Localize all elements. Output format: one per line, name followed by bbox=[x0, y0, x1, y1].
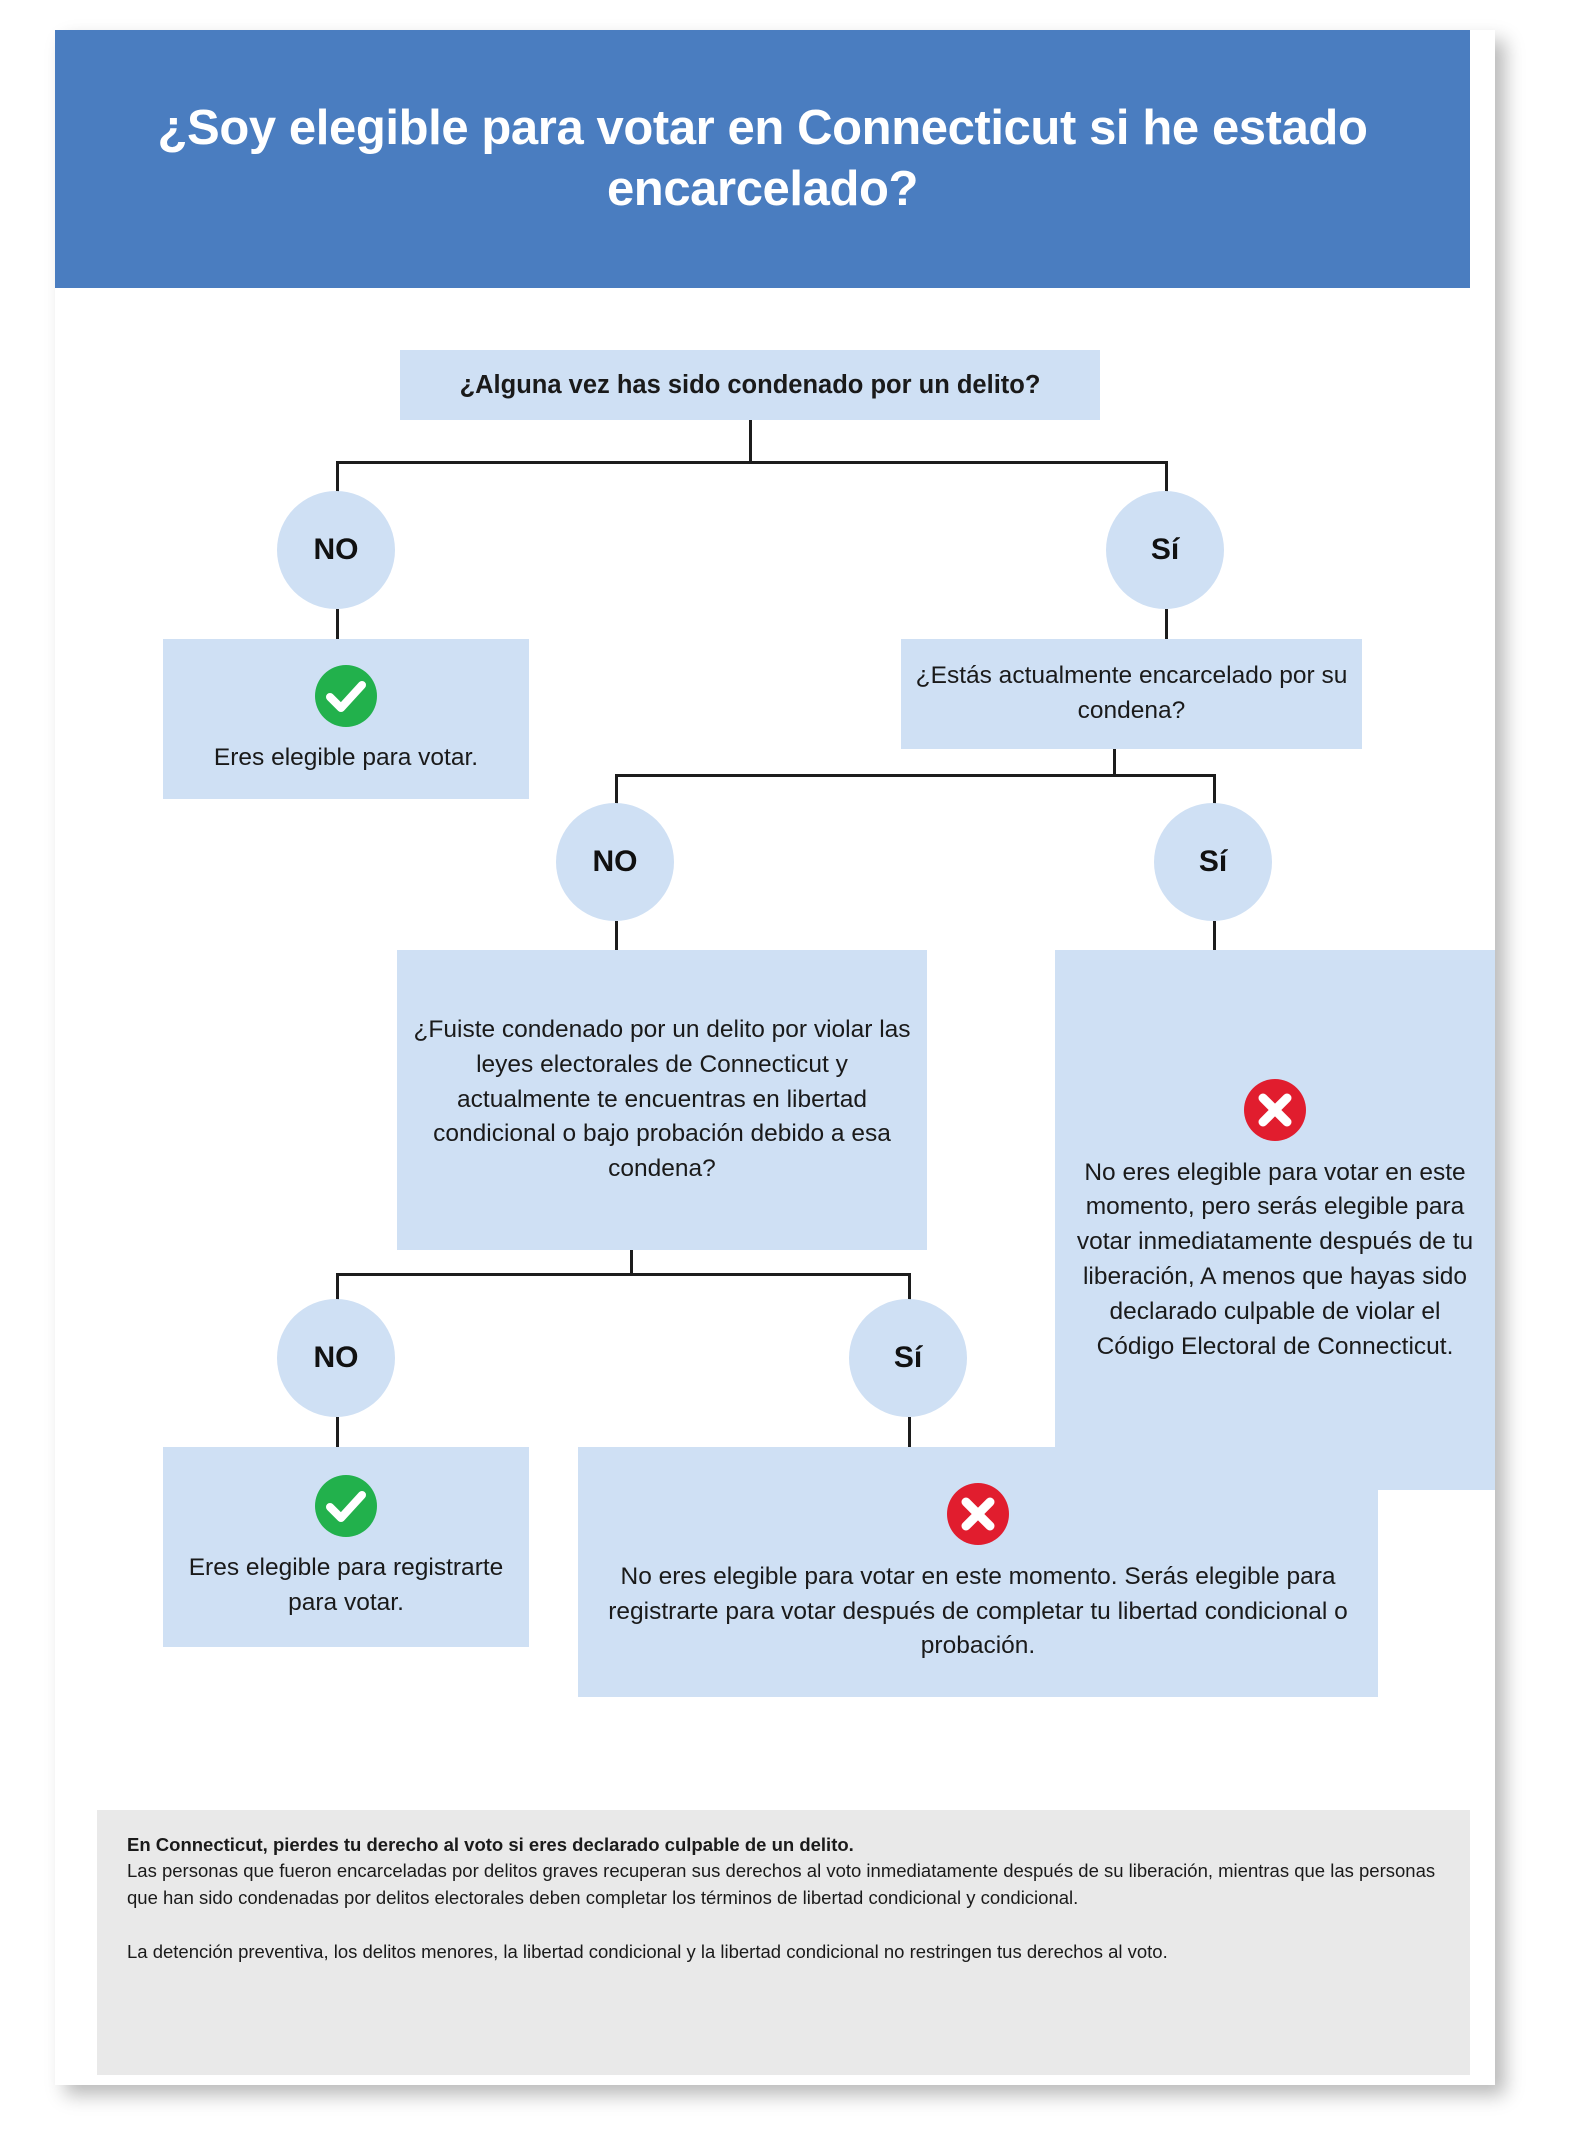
connector-q2-si-down bbox=[1213, 774, 1216, 805]
connector-q3-down bbox=[630, 1250, 633, 1274]
answer-q2-si-label: Sí bbox=[1198, 845, 1228, 878]
result-register-box bbox=[163, 1447, 529, 1647]
connector-si2-to-result bbox=[1213, 921, 1216, 950]
question-1-box bbox=[400, 350, 1100, 420]
footer-note bbox=[97, 1810, 1470, 2075]
result-eligible-box bbox=[163, 639, 529, 799]
question-3-text: ¿Fuiste condenado por un delito por violar las leyes electorales de Connecticut y actualmente te encuentras en libertad condicional o bajo probación debido a esa condena? bbox=[413, 1016, 911, 1183]
question-3-box bbox=[397, 950, 927, 1250]
connector-q1-down bbox=[749, 420, 752, 462]
question-2-box bbox=[901, 639, 1362, 749]
result-incarcerated-text: No eres elegible para votar en este momento, pero serás elegible para votar inmediatamente después de tu liberación, A menos que hayas sido declarado culpable de violar el Código Electoral de Connecticut. bbox=[1076, 1158, 1474, 1360]
answer-q3-si bbox=[849, 1299, 967, 1417]
connector-no2-to-q3 bbox=[615, 921, 618, 950]
answer-q1-si bbox=[1106, 491, 1224, 609]
connector-q2-down bbox=[1113, 749, 1116, 775]
answer-q3-si-label: Sí bbox=[893, 1341, 923, 1374]
result-not-eligible-text: No eres elegible para votar en este momento. Serás elegible para registrarte para votar después de completar tu libertad condicional o probación. bbox=[608, 1562, 1348, 1660]
result-eligible-text: Eres elegible para votar. bbox=[213, 743, 479, 771]
connector-no1-to-result bbox=[336, 609, 339, 639]
answer-q2-no bbox=[556, 803, 674, 921]
answer-q1-no bbox=[277, 491, 395, 609]
connector-si1-to-q2 bbox=[1165, 609, 1168, 639]
cross-circle-icon-2 bbox=[944, 1480, 1012, 1548]
connector-q1-no-down bbox=[336, 461, 339, 493]
footer-line-3: La detención preventiva, los delitos menores, la libertad condicional y la libertad condicional no restringen tus derechos al voto. bbox=[127, 1940, 1168, 1962]
connector-q1-horizontal bbox=[336, 461, 1168, 464]
footer-spacer bbox=[127, 1911, 1440, 1939]
page-title: ¿Soy elegible para votar en Connecticut si he estado encarcelado? bbox=[157, 101, 1368, 216]
answer-q2-no-label: NO bbox=[592, 845, 638, 878]
question-1-text: ¿Alguna vez has sido condenado por un delito? bbox=[459, 370, 1041, 399]
connector-no3-to-result bbox=[336, 1417, 339, 1447]
result-not-eligible-box bbox=[578, 1447, 1378, 1697]
result-incarcerated-box bbox=[1055, 950, 1495, 1490]
answer-q2-si bbox=[1154, 803, 1272, 921]
connector-q3-horizontal bbox=[336, 1273, 911, 1276]
footer-line-1: En Connecticut, pierdes tu derecho al voto si eres declarado culpable de un delito. bbox=[127, 1834, 854, 1855]
footer-line-2: Las personas que fueron encarceladas por delitos graves recuperan sus derechos al voto inmediatamente después de su liberación, mientras que las personas que han sido condenadas por delitos electorales deben completar los términos de libertad condicional y condicional. bbox=[127, 1860, 1436, 1908]
check-circle-icon-2 bbox=[313, 1473, 379, 1539]
connector-q2-horizontal bbox=[615, 774, 1215, 777]
answer-q3-no-label: NO bbox=[313, 1341, 359, 1374]
answer-q3-no bbox=[277, 1299, 395, 1417]
connector-q2-no-down bbox=[615, 774, 618, 805]
check-circle-icon bbox=[313, 663, 379, 729]
connector-si3-to-result bbox=[908, 1417, 911, 1447]
connector-q3-si-down bbox=[908, 1273, 911, 1301]
poster-header bbox=[55, 30, 1470, 288]
connector-q1-si-down bbox=[1165, 461, 1168, 493]
answer-q1-si-label: Sí bbox=[1150, 533, 1180, 566]
answer-q1-no-label: NO bbox=[313, 533, 359, 566]
result-register-text: Eres elegible para registrarte para votar. bbox=[188, 1554, 504, 1616]
connector-q3-no-down bbox=[336, 1273, 339, 1301]
question-2-text: ¿Estás actualmente encarcelado por su condena? bbox=[915, 662, 1348, 724]
cross-circle-icon bbox=[1241, 1076, 1309, 1144]
infographic-poster bbox=[55, 30, 1495, 2085]
